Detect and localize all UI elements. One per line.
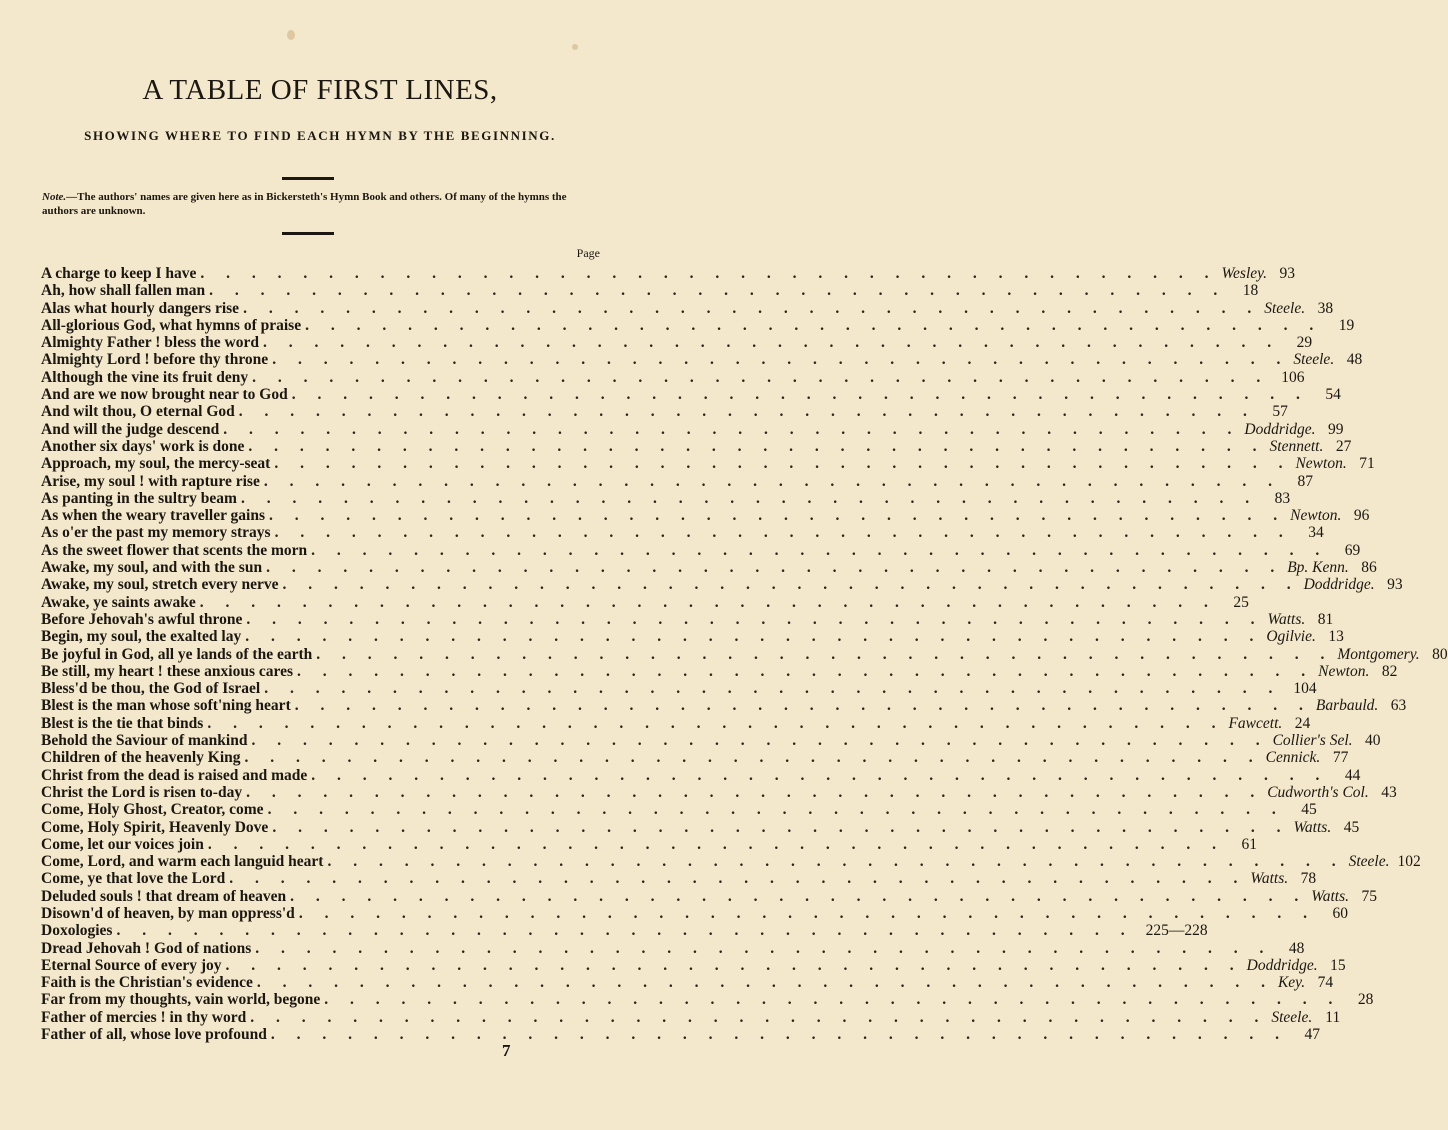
dot-leader: . . . . . . . . . . . . . . . . . . . . . . . . . . . . . . . . . . . . . . . .: [245, 628, 1263, 646]
index-entry: [41, 645, 1448, 663]
note-label: Note.: [42, 191, 67, 203]
hymn-page-number: 71: [1359, 455, 1375, 473]
hymn-page-number: 69: [1344, 541, 1361, 559]
hymn-page-number: 63: [1390, 697, 1407, 715]
hymn-page-number: 74: [1317, 974, 1334, 992]
first-line-text: Behold the Saviour of mankind: [41, 732, 248, 750]
index-entry: [41, 991, 1374, 1009]
author-name: Cudworth's Col.: [1267, 783, 1369, 801]
hymn-page-number: 29: [1296, 334, 1313, 352]
hymn-page-number: 54: [1325, 386, 1341, 404]
dot-leader: . . . . . . . . . . . . . . . . . . . . . . . . . . . . . . . . . . . . . . . .: [298, 904, 1316, 922]
hymn-page-number: 82: [1381, 662, 1398, 680]
hymn-page-number: 24: [1294, 714, 1311, 732]
dot-leader: . . . . . . . . . . . . . . . . . . . . . . . . . . . . . . . . . . . . . . . .: [209, 282, 1227, 300]
first-line-text: Dread Jehovah ! God of nations: [41, 939, 252, 957]
author-name: Bp. Kenn.: [1287, 559, 1349, 577]
index-entry: [41, 956, 1346, 974]
index-entry: [41, 732, 1381, 750]
hymn-page-number: 93: [1279, 265, 1296, 282]
author-name: Newton.: [1295, 455, 1347, 473]
index-entry: [41, 1026, 1321, 1044]
dot-leader: . . . . . . . . . . . . . . . . . . . . . . . . . . . . . . . . . . . . . . . .: [116, 922, 1134, 940]
first-line-text: Approach, my soul, the mercy-seat: [41, 455, 271, 473]
index-entry: [41, 472, 1313, 490]
dot-leader: . . . . . . . . . . . . . . . . . . . . . . . . . . . . . . . . . . . . . . . .: [256, 974, 1274, 992]
first-line-text: Although the vine its fruit deny: [41, 368, 249, 386]
index-entry: [41, 368, 1305, 386]
first-line-text: Come, let our voices join: [41, 835, 204, 853]
dot-leader: . . . . . . . . . . . . . . . . . . . . . . . . . . . . . . . . . . . . . . . .: [199, 593, 1217, 611]
hymn-page-number: 19: [1338, 316, 1355, 334]
index-entry: [41, 351, 1363, 369]
first-line-text: Father of mercies ! in thy word: [41, 1008, 247, 1026]
first-line-text: Alas what hourly dangers rise: [41, 299, 240, 317]
index-entry: [41, 783, 1397, 801]
author-name: Montgomery.: [1337, 645, 1420, 663]
hymn-page-number: 96: [1353, 507, 1370, 525]
author-name: Steele.: [1264, 299, 1306, 317]
first-line-text: All-glorious God, what hymns of praise: [41, 316, 302, 334]
dot-leader: . . . . . . . . . . . . . . . . . . . . . . . . . . . . . . . . . . . . . . . .: [251, 732, 1269, 750]
dot-leader: . . . . . . . . . . . . . . . . . . . . . . . . . . . . . . . . . . . . . . . .: [200, 265, 1218, 282]
hymn-page-number: 87: [1297, 472, 1313, 490]
dot-leader: . . . . . . . . . . . . . . . . . . . . . . . . . . . . . . . . . . . . . . . .: [274, 455, 1292, 473]
first-line-text: Another six days' work is done: [41, 437, 245, 455]
dot-leader: . . . . . . . . . . . . . . . . . . . . . . . . . . . . . . . . . . . . . . . .: [290, 887, 1308, 905]
hymn-page-number: 99: [1327, 420, 1344, 438]
index-entry: [41, 801, 1317, 819]
index-entry: [41, 922, 1208, 940]
index-entry: [41, 818, 1360, 836]
author-name: Stennett.: [1269, 437, 1324, 455]
hymn-page-number: 27: [1335, 437, 1352, 455]
first-line-text: Come, Lord, and warm each languid heart: [41, 853, 324, 871]
author-name: Fawcett.: [1228, 714, 1283, 732]
hymn-page-number: 15: [1330, 956, 1346, 974]
first-line-text: As when the weary traveller gains: [41, 507, 266, 525]
hymn-page-number: 45: [1343, 818, 1360, 836]
dot-leader: . . . . . . . . . . . . . . . . . . . . . . . . . . . . . . . . . . . . . . . .: [291, 386, 1309, 404]
dot-leader: . . . . . . . . . . . . . . . . . . . . . . . . . . . . . . . . . . . . . . . .: [263, 472, 1281, 490]
first-line-text: Arise, my soul ! with rapture rise: [41, 472, 260, 490]
page-title: A TABLE OF FIRST LINES,: [142, 74, 498, 106]
author-name: Steele.: [1271, 1008, 1313, 1026]
index-entry: [41, 282, 1259, 300]
first-line-text: And wilt thou, O eternal God: [41, 403, 235, 421]
hymn-page-number: 78: [1300, 870, 1317, 888]
first-line-text: Christ the Lord is risen to-day: [41, 783, 243, 801]
index-entry: [41, 939, 1305, 957]
index-entry: [41, 576, 1403, 594]
first-line-text: Awake, my soul, and with the sun: [41, 559, 263, 577]
index-entry: [41, 299, 1334, 317]
paper-stain: [287, 30, 295, 40]
author-name: Doddridge.: [1246, 956, 1318, 974]
dot-leader: . . . . . . . . . . . . . . . . . . . . . . . . . . . . . . . . . . . . . . . .: [272, 351, 1290, 369]
dot-leader: . . . . . . . . . . . . . . . . . . . . . . . . . . . . . . . . . . . . . . . .: [316, 645, 1334, 663]
dot-leader: . . . . . . . . . . . . . . . . . . . . . . . . . . . . . . . . . . . . . . . .: [263, 334, 1281, 352]
dot-leader: . . . . . . . . . . . . . . . . . . . . . . . . . . . . . . . . . . . . . . . .: [246, 610, 1264, 628]
dot-leader: . . . . . . . . . . . . . . . . . . . . . . . . . . . . . . . . . . . . . . . .: [255, 939, 1273, 957]
dot-leader: . . . . . . . . . . . . . . . . . . . . . . . . . . . . . . . . . . . . . . . .: [229, 870, 1247, 888]
author-name: Cennick.: [1265, 749, 1321, 767]
hymn-page-number: 18: [1242, 282, 1259, 300]
index-entry: [41, 386, 1341, 404]
dot-leader: . . . . . . . . . . . . . . . . . . . . . . . . . . . . . . . . . . . . . . . .: [266, 559, 1284, 577]
first-line-text: Awake, ye saints awake: [41, 593, 196, 611]
dot-leader: . . . . . . . . . . . . . . . . . . . . . . . . . . . . . . . . . . . . . . . .: [282, 576, 1300, 594]
dot-leader: . . . . . . . . . . . . . . . . . . . . . . . . . . . . . . . . . . . . . . . .: [243, 299, 1261, 317]
first-line-text: Come, Holy Ghost, Creator, come: [41, 801, 264, 819]
first-lines-index: [41, 265, 1448, 1044]
first-line-text: Father of all, whose love profound: [41, 1026, 267, 1044]
index-entry: [41, 593, 1249, 611]
first-line-text: Christ from the dead is raised and made: [41, 766, 308, 784]
hymn-page-number: 43: [1381, 783, 1397, 801]
index-entry: [41, 541, 1361, 559]
hymn-page-number: 48: [1346, 351, 1363, 369]
hymn-page-number: 225—228: [1145, 922, 1208, 940]
index-entry: [41, 1008, 1341, 1026]
index-entry: [41, 316, 1355, 334]
first-line-text: Bless'd be thou, the God of Israel: [41, 680, 261, 698]
author-name: Doddridge.: [1303, 576, 1375, 594]
first-line-text: Before Jehovah's awful throne: [41, 610, 243, 628]
dot-leader: . . . . . . . . . . . . . . . . . . . . . . . . . . . . . . . . . . . . . . . .: [238, 403, 1256, 421]
first-line-text: A charge to keep I have: [41, 265, 197, 282]
first-line-text: As o'er the past my memory strays: [41, 524, 271, 542]
hymn-page-number: 83: [1274, 489, 1291, 507]
first-line-text: Almighty Lord ! before thy throne: [41, 351, 269, 369]
dot-leader: . . . . . . . . . . . . . . . . . . . . . . . . . . . . . . . . . . . . . . . .: [294, 697, 1312, 715]
index-entry: [41, 853, 1421, 871]
index-entry: [41, 749, 1349, 767]
author-name: Wesley.: [1221, 265, 1268, 282]
divider-rule: [282, 232, 334, 235]
dot-leader: . . . . . . . . . . . . . . . . . . . . . . . . . . . . . . . . . . . . . . . .: [269, 507, 1287, 525]
hymn-page-number: 47: [1304, 1026, 1321, 1044]
index-entry: [41, 559, 1377, 577]
first-line-text: Be joyful in God, all ye lands of the earth: [41, 645, 313, 663]
paper-stain: [572, 44, 578, 50]
index-entry: [41, 835, 1257, 853]
index-entry: [41, 437, 1352, 455]
hymn-page-number: 57: [1272, 403, 1288, 421]
first-line-text: Come, ye that love the Lord: [41, 870, 226, 888]
first-line-text: Come, Holy Spirit, Heavenly Dove: [41, 818, 269, 836]
dot-leader: . . . . . . . . . . . . . . . . . . . . . . . . . . . . . . . . . . . . . . . .: [267, 801, 1285, 819]
index-entry: [41, 489, 1291, 507]
index-entry: [41, 697, 1407, 715]
page-column-heading: Page: [576, 246, 600, 260]
dot-leader: . . . . . . . . . . . . . . . . . . . . . . . . . . . . . . . . . . . . . . . .: [311, 541, 1329, 559]
index-entry: [41, 714, 1311, 732]
first-line-text: Faith is the Christian's evidence: [41, 974, 253, 992]
author-name: Watts.: [1267, 610, 1306, 628]
dot-leader: . . . . . . . . . . . . . . . . . . . . . . . . . . . . . . . . . . . . . . . .: [311, 766, 1329, 784]
first-line-text: Disown'd of heaven, by man oppress'd: [41, 904, 295, 922]
dot-leader: . . . . . . . . . . . . . . . . . . . . . . . . . . . . . . . . . . . . . . . .: [207, 835, 1225, 853]
index-entry: [41, 887, 1378, 905]
first-line-text: Blest is the tie that binds: [41, 714, 204, 732]
dot-leader: . . . . . . . . . . . . . . . . . . . . . . . . . . . . . . . . . . . . . . . .: [264, 680, 1282, 698]
first-line-text: Be still, my heart ! these anxious cares: [41, 662, 293, 680]
author-name: Steele.: [1293, 351, 1335, 369]
hymn-page-number: 13: [1328, 628, 1344, 646]
hymn-page-number: 102: [1397, 853, 1421, 871]
hymn-page-number: 86: [1361, 559, 1377, 577]
hymn-page-number: 60: [1332, 904, 1348, 922]
dot-leader: . . . . . . . . . . . . . . . . . . . . . . . . . . . . . . . . . . . . . . . .: [223, 420, 1241, 438]
author-name: Newton.: [1318, 662, 1370, 680]
index-entry: [41, 420, 1344, 438]
dot-leader: . . . . . . . . . . . . . . . . . . . . . . . . . . . . . . . . . . . . . . . .: [250, 1008, 1268, 1026]
author-name: Key.: [1277, 974, 1306, 992]
first-line-text: And will the judge descend: [41, 420, 220, 438]
hymn-page-number: 44: [1344, 766, 1361, 784]
first-line-text: Begin, my soul, the exalted lay: [41, 628, 242, 646]
author-name: Watts.: [1250, 870, 1289, 888]
author-name: Watts.: [1311, 887, 1350, 905]
first-line-text: Doxologies: [41, 922, 113, 940]
dot-leader: . . . . . . . . . . . . . . . . . . . . . . . . . . . . . . . . . . . . . . . .: [305, 316, 1323, 334]
index-entry: [41, 904, 1348, 922]
hymn-page-number: 80: [1432, 645, 1448, 663]
first-line-text: As panting in the sultry beam: [41, 489, 237, 507]
hymn-page-number: 61: [1241, 835, 1257, 853]
first-line-text: Awake, my soul, stretch every nerve: [41, 576, 279, 594]
first-line-text: Blest is the man whose soft'ning heart: [41, 697, 291, 715]
dot-leader: . . . . . . . . . . . . . . . . . . . . . . . . . . . . . . . . . . . . . . . .: [244, 749, 1262, 767]
index-entry: [41, 265, 1296, 282]
dot-leader: . . . . . . . . . . . . . . . . . . . . . . . . . . . . . . . . . . . . . . . .: [270, 1026, 1289, 1044]
hymn-page-number: 38: [1317, 299, 1334, 317]
dot-leader: . . . . . . . . . . . . . . . . . . . . . . . . . . . . . . . . . . . . . . . .: [327, 853, 1345, 871]
first-line-text: Children of the heavenly King: [41, 749, 241, 767]
dot-leader: . . . . . . . . . . . . . . . . . . . . . . . . . . . . . . . . . . . . . . . .: [246, 783, 1264, 801]
index-entry: [41, 403, 1288, 421]
first-line-text: As the sweet flower that scents the morn: [41, 541, 308, 559]
hymn-page-number: 34: [1308, 524, 1324, 542]
author-name: Ogilvie.: [1266, 628, 1316, 646]
index-entry: [41, 610, 1334, 628]
hymn-page-number: 93: [1387, 576, 1403, 594]
hymn-page-number: 48: [1288, 939, 1305, 957]
first-line-text: Deluded souls ! that dream of heaven: [41, 887, 287, 905]
dot-leader: . . . . . . . . . . . . . . . . . . . . . . . . . . . . . . . . . . . . . . . .: [225, 956, 1243, 974]
first-line-text: And are we now brought near to God: [41, 386, 288, 404]
first-line-text: Ah, how shall fallen man: [41, 282, 206, 300]
index-entry: [41, 524, 1324, 542]
dot-leader: . . . . . . . . . . . . . . . . . . . . . . . . . . . . . . . . . . . . . . . .: [272, 818, 1290, 836]
hymn-page-number: 28: [1357, 991, 1374, 1009]
page-number: 7: [502, 1041, 511, 1060]
index-entry: [41, 870, 1317, 888]
author-name: Newton.: [1290, 507, 1342, 525]
hymn-page-number: 11: [1325, 1008, 1341, 1026]
dot-leader: . . . . . . . . . . . . . . . . . . . . . . . . . . . . . . . . . . . . . . . .: [274, 524, 1292, 542]
hymn-page-number: 75: [1361, 887, 1378, 905]
dot-leader: . . . . . . . . . . . . . . . . . . . . . . . . . . . . . . . . . . . . . . . .: [252, 368, 1270, 386]
author-name: Doddridge.: [1244, 420, 1316, 438]
index-entry: [41, 334, 1313, 352]
hymn-page-number: 106: [1281, 368, 1305, 386]
index-entry: [41, 766, 1361, 784]
first-line-text: Eternal Source of every joy: [41, 956, 222, 974]
dot-leader: . . . . . . . . . . . . . . . . . . . . . . . . . . . . . . . . . . . . . . . .: [207, 714, 1225, 732]
hymn-page-number: 40: [1365, 732, 1381, 750]
dot-leader: . . . . . . . . . . . . . . . . . . . . . . . . . . . . . . . . . . . . . . . .: [240, 489, 1259, 507]
index-entry: [41, 455, 1375, 473]
hymn-page-number: 81: [1317, 610, 1334, 628]
author-name: Watts.: [1293, 818, 1332, 836]
index-entry: [41, 628, 1344, 646]
dot-leader: . . . . . . . . . . . . . . . . . . . . . . . . . . . . . . . . . . . . . . . .: [248, 437, 1266, 455]
author-name: Steele.: [1348, 853, 1390, 871]
first-line-text: Far from my thoughts, vain world, begone: [41, 991, 321, 1009]
index-entry: [41, 507, 1370, 525]
hymn-page-number: 45: [1301, 801, 1317, 819]
first-line-text: Almighty Father ! bless the word: [41, 334, 259, 352]
index-entry: [41, 974, 1334, 992]
note-text: —The authors' names are given here as in Bickersteth's Hymn Book and others. Of many of the hymns the authors are unknown.: [42, 191, 567, 217]
dot-leader: . . . . . . . . . . . . . . . . . . . . . . . . . . . . . . . . . . . . . . . .: [297, 662, 1315, 680]
index-entry: [41, 662, 1398, 680]
author-name: Barbauld.: [1315, 697, 1379, 715]
hymn-page-number: 25: [1233, 593, 1249, 611]
dot-leader: . . . . . . . . . . . . . . . . . . . . . . . . . . . . . . . . . . . . . . . .: [324, 991, 1342, 1009]
page-subtitle: SHOWING WHERE TO FIND EACH HYMN BY THE BEGINNING.: [84, 128, 556, 143]
hymn-page-number: 77: [1332, 749, 1349, 767]
divider-rule: [282, 177, 334, 180]
hymn-page-number: 104: [1293, 680, 1317, 698]
index-entry: [41, 680, 1317, 698]
author-name: Collier's Sel.: [1272, 732, 1353, 750]
editorial-note: [42, 190, 602, 218]
